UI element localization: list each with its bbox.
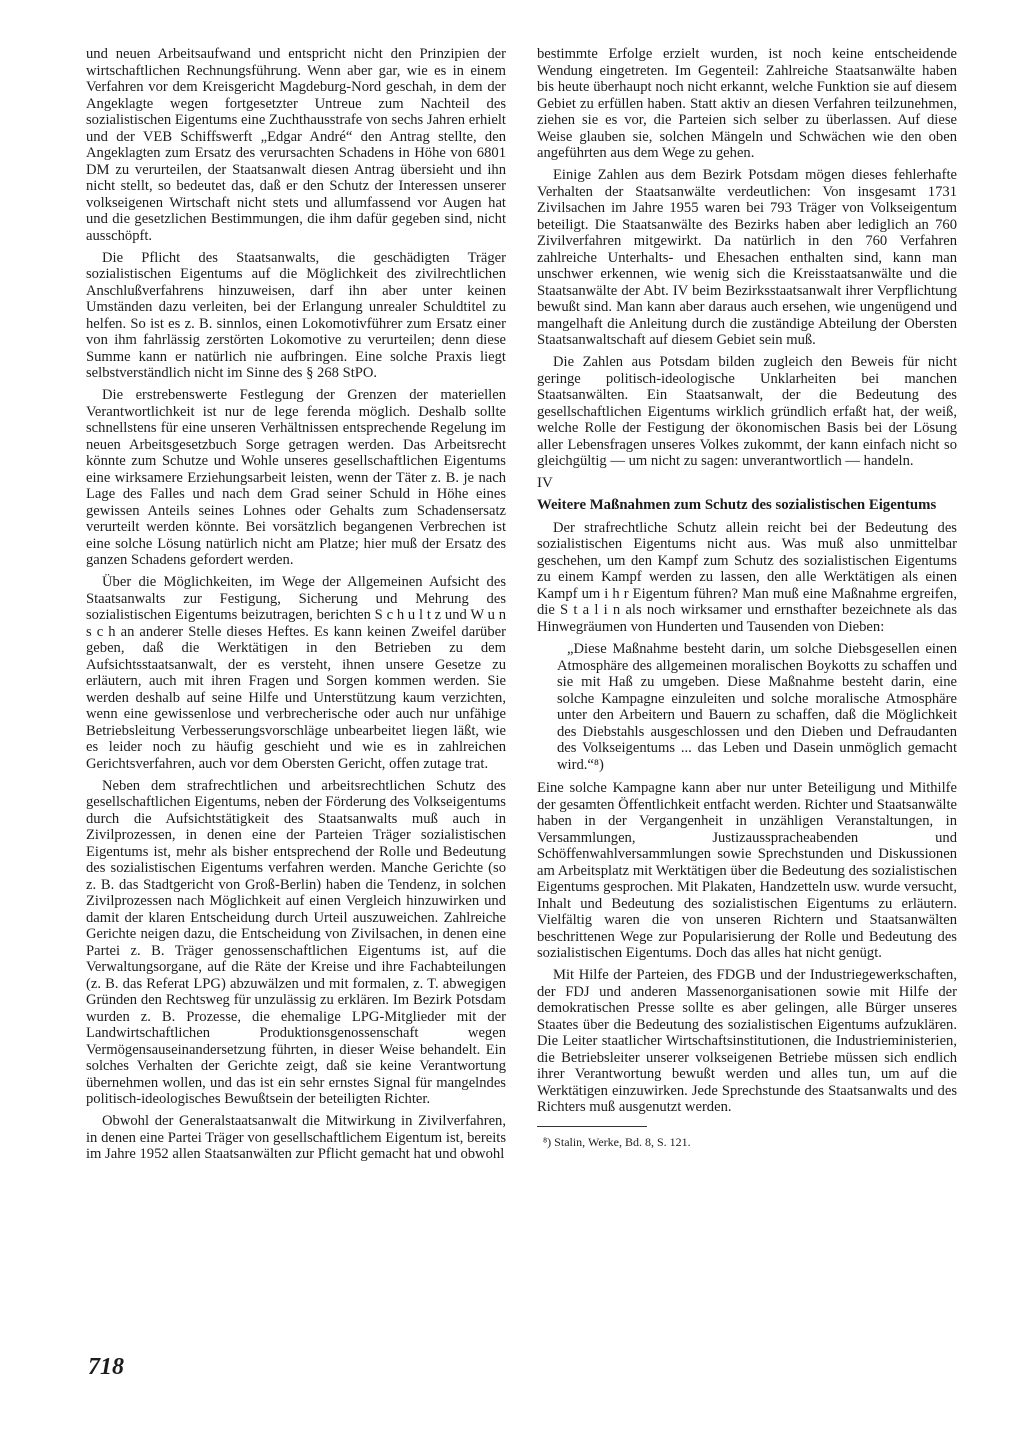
left-column	[86, 46, 506, 1168]
right-paragraph-4: Der strafrechtliche Schutz allein reicht bei der Bedeutung des sozialistischen Eigentums nicht aus. Was muß also unmittelbar geschehen, um den Kampf zum Schutz des sozialistischen Eigentums zu einem Kampf werden zu lassen, den alle Werktätigen als einen Kampf um i h r Eigentum führen? Man muß eine Maßnahme ergreifen, die S t a l i n als noch wirksamer und ernsthafter bezeichnete als das Hinwegräumen von Hunderten und Tausenden von Dieben:	[537, 519, 957, 635]
right-paragraph-2: Einige Zahlen aus dem Bezirk Potsdam mögen dieses fehlerhafte Verhalten der Staatsanwälte verdeutlichen: Von insgesamt 1731 Zivilsachen im Jahre 1955 waren bei 793 Träger von Volkseigentum beteiligt. Die Staatsanwälte des Bezirks haben aber lediglich an 760 Zivilverfahren mitgewirkt. Da natürlich in den 760 Verfahren zahlreiche Unterhalts- und Ehesachen enthalten sind, kann man unschwer erkennen, wie wenig sich die Kreisstaatsanwälte und die Staatsanwälte der Abt. IV beim Bezirksstaatsanwalt ihrer Verpflichtung bewußt sind. Man kann aber daraus auch ersehen, wie ungenügend und mangelhaft die Anleitung durch die zuständige Abteilung der Obersten Staatsanwaltschaft auf diesem Gebiet sein muß.	[537, 167, 957, 348]
stalin-quote: „Diese Maßnahme besteht darin, um solche Diebsgesellen einen Atmosphäre des allgemeinen moralischen Boykotts zu schaffen und sie mit Haß zu umgeben. Diese Maßnahme besteht darin, eine solche Kampagne einzuleiten und solche moralische Atmosphäre unter den Arbeitern und Bauern zu schaffen, daß die Möglichkeit des Diebstahls ausgeschlossen und den Dieben und Defraudanten des Volkseigentums ... das Leben und Dasein unmöglich gemacht wird.“⁸)	[557, 641, 957, 773]
footnote-rule	[537, 1126, 647, 1127]
left-paragraph-4: Über die Möglichkeiten, im Wege der Allgemeinen Aufsicht des Staatsanwalts zur Festigung, Sicherung und Mehrung des sozialistischen Eigentums beizutragen, berichten S c h u l t z und W u n s c h an anderer Stelle dieses Heftes. Es kann keinen Zweifel darüber geben, daß die Werktätigen in den Betrieben zu dem Aufsichtsstaatsanwalt, der es versteht, ihnen unsere Gesetze zu erläutern, auch mit ihren Fragen und Sorgen kommen werden. Sie werden deshalb auf seine Hilfe und Unterstützung kaum verzichten, wenn eine gewissenlose und verbrecherische oder auch nur unfähige Betriebsleitung Verbesserungsvorschläge unbearbeitet liegen läßt, wie es leider noch zu häufig geschieht und wie es in zahlreichen Gerichtsverfahren, auch vor dem Obersten Gericht, offen zutage trat.	[86, 574, 506, 772]
left-paragraph-3: Die erstrebenswerte Festlegung der Grenzen der materiellen Verantwortlichkeit ist nur de lege ferenda möglich. Deshalb sollte schnellstens für eine unseren Verhältnissen entsprechende Regelung im neuen Arbeitsgesetzbuch Sorge getragen werden. Das Arbeitsrecht könnte zum Schutze und Wohle unseres gesellschaftlichen Eigentums eine wirksamere Erziehungsarbeit leisten, wenn der Täter z. B. je nach Lage des Falles und nach dem Grad seiner Schuld in Höhe eines gewissen Anteils seines Lohnes oder Gehalts zum Schadensersatz verurteilt werden könnte. Bei vorsätzlich begangenen Verbrechen ist eine solche Lösung natürlich nicht am Platze; hier muß der Ersatz des ganzen Schadens gefordert werden.	[86, 387, 506, 568]
footnote: ⁸) Stalin, Werke, Bd. 8, S. 121.	[543, 1134, 691, 1149]
left-paragraph-1: und neuen Arbeitsaufwand und entspricht nicht den Prinzipien der wirtschaftlichen Rechnungsführung. Wenn aber gar, wie es in einem Verfahren vor dem Kreisgericht Magdeburg-Nord geschah, in dem der Angeklagte wegen fortgesetzter Untreue zum Nachteil des sozialistischen Eigentums eine Zuchthausstrafe von sechs Jahren erhielt und der VEB Schiffswerft „Edgar André“ den Antrag stellte, den Angeklagten zum Ersatz des verursachten Schadens in Höhe von 6801 DM zu verurteilen, der Staatsanwalt diesen Antrag übersieht und ihn nicht stellt, so bedeutet das, daß er den Schutz der Interessen unserer volkseigenen Wirtschaft nicht stets und allumfassend vor Augen hat und die gesetzlichen Bestimmungen, die ihm dafür gegeben sind, nicht ausschöpft.	[86, 46, 506, 244]
left-paragraph-2: Die Pflicht des Staatsanwalts, die geschädigten Träger sozialistischen Eigentums auf die Möglichkeit des zivilrechtlichen Anschlußverfahrens hinzuweisen, darf ihn aber unter keinen Umständen dazu verleiten, bei der Erlangung unrealer Schuldtitel zu helfen. So ist es z. B. sinnlos, einen Lokomotivführer zum Ersatz einer von ihm fahrlässig zerstörten Lokomotive zu verurteilen; denn diese Summe kann er natürlich nie aufbringen. Eine solche Praxis liegt selbstverständlich nicht im Sinne des § 268 StPO.	[86, 249, 506, 381]
left-paragraph-5: Neben dem strafrechtlichen und arbeitsrechtlichen Schutz des gesellschaftlichen Eigentums, neben der Förderung des Volkseigentums durch die Aufsichtstätigkeit des Staatsanwalts muß auch in Zivilprozessen, in denen eine der Parteien Träger sozialistischen Eigentums ist, mehr als bisher entsprechend der Rolle und Bedeutung des sozialistischen Eigentums verfahren werden. Manche Gerichte (so z. B. das Stadtgericht von Groß-Berlin) haben die Tendenz, in solchen Zivilprozessen nach Möglichkeit auf einen Vergleich hinzuwirken und damit der klaren Entscheidung durch Urteil auszuweichen. Zahlreiche Gerichte neigen dazu, die Entscheidung von Zivilsachen, in denen eine Partei z. B. Träger genossenschaftlichen Eigentums ist, auf die Verwaltungsorgane, auf die Räte der Kreise und ihre Fachabteilungen (z. B. das Referat LPG) abzuwälzen und mit formalen, z. T. abwegigen Gründen den Rechtsweg für unzulässig zu erklären. Im Bezirk Potsdam wurden z. B. Prozesse, die ehemalige LPG-Mitglieder mit der Landwirtschaftlichen Produktionsgenossenschaft wegen Vermögensauseinandersetzung führten, in dieser Weise behandelt. Ein solches Verhalten der Gerichte zeigt, daß sie keine Verantwortung übernehmen wollen, und das ist ein sehr ernstes Signal für mangelndes politisch-ideologisches Bewußtsein der beteiligten Richter.	[86, 777, 506, 1107]
right-paragraph-1: bestimmte Erfolge erzielt wurden, ist noch keine entscheidende Wendung eingetreten. Im Gegenteil: Zahlreiche Staatsanwälte haben bis heute überhaupt noch nicht erkannt, welche Funktion sie auf diesem Gebiet zu erfüllen haben. Statt aktiv an diesen Verfahren teilzunehmen, ziehen sie es vor, die Parteien sich selber zu überlassen. Auf diese Weise glauben sie, solchen Mängeln und Schwächen wie den oben angeführten aus dem Wege zu gehen.	[537, 46, 957, 161]
section-heading: Weitere Maßnahmen zum Schutz des sozialistischen Eigentums	[537, 497, 937, 513]
right-column	[537, 46, 957, 1154]
right-paragraph-6: Mit Hilfe der Parteien, des FDGB und der Industriegewerkschaften, der FDJ und anderen Massenorganisationen sowie mit Hilfe der demokratischen Presse sollte es aber gelingen, alle Bürger unseres Staates über die Bedeutung des sozialistischen Eigentums aufzuklären. Die Leiter staatlicher Wirtschaftsinstitutionen, die Industrieministerien, die Betriebsleiter unserer volkseigenen Betriebe müssen sich endlich ihrer Verantwortung bewußt werden und alles tun, um auf die Werktätigen einzuwirken. Jede Sprechstunde des Staatsanwalts und des Richters muß ausgenutzt werden.	[537, 967, 957, 1115]
left-paragraph-6: Obwohl der Generalstaatsanwalt die Mitwirkung in Zivilverfahren, in denen eine Partei Träger von gesellschaftlichem Eigentum ist, bereits im Jahre 1952 allen Staatsanwälten zur Pflicht gemacht hat und obwohl	[86, 1113, 506, 1162]
page-number: 718	[88, 1354, 124, 1380]
section-number: IV	[537, 475, 553, 491]
right-paragraph-3: Die Zahlen aus Potsdam bilden zugleich den Beweis für nicht geringe politisch-ideologische Unklarheiten bei manchen Staatsanwälten. Ein Staatsanwalt, der die Bedeutung des gesellschaftlichen Eigentums wirklich gründlich erfaßt hat, der weiß, welche Rolle der Festigung der ökonomischen Basis bei der Lösung aller Lebensfragen unseres Volkes zukommt, der kann einfach nicht so gleichgültig — um nicht zu sagen: unverantwortlich — handeln.	[537, 354, 957, 469]
right-paragraph-5: Eine solche Kampagne kann aber nur unter Beteiligung und Mithilfe der gesamten Öffentlichkeit entfacht werden. Richter und Staatsanwälte haben in der Vergangenheit in unzähligen Veranstaltungen, in Versammlungen, Justizausspracheabenden und Schöffenwahlversammlungen sowie Sprechstunden und Diskussionen am Arbeitsplatz mit Werktätigen über die Bedeutung des sozialistischen Eigentums gesprochen. Mit Plakaten, Handzetteln usw. wurde versucht, Inhalt und Bedeutung des sozialistischen Eigentums zu erläutern. Vielfältig waren die von unseren Richtern und Staatsanwälten beschrittenen Wege zur Popularisierung der Rolle und Bedeutung des sozialistischen Eigentums. Doch das alles hat nicht genügt.	[537, 780, 957, 961]
